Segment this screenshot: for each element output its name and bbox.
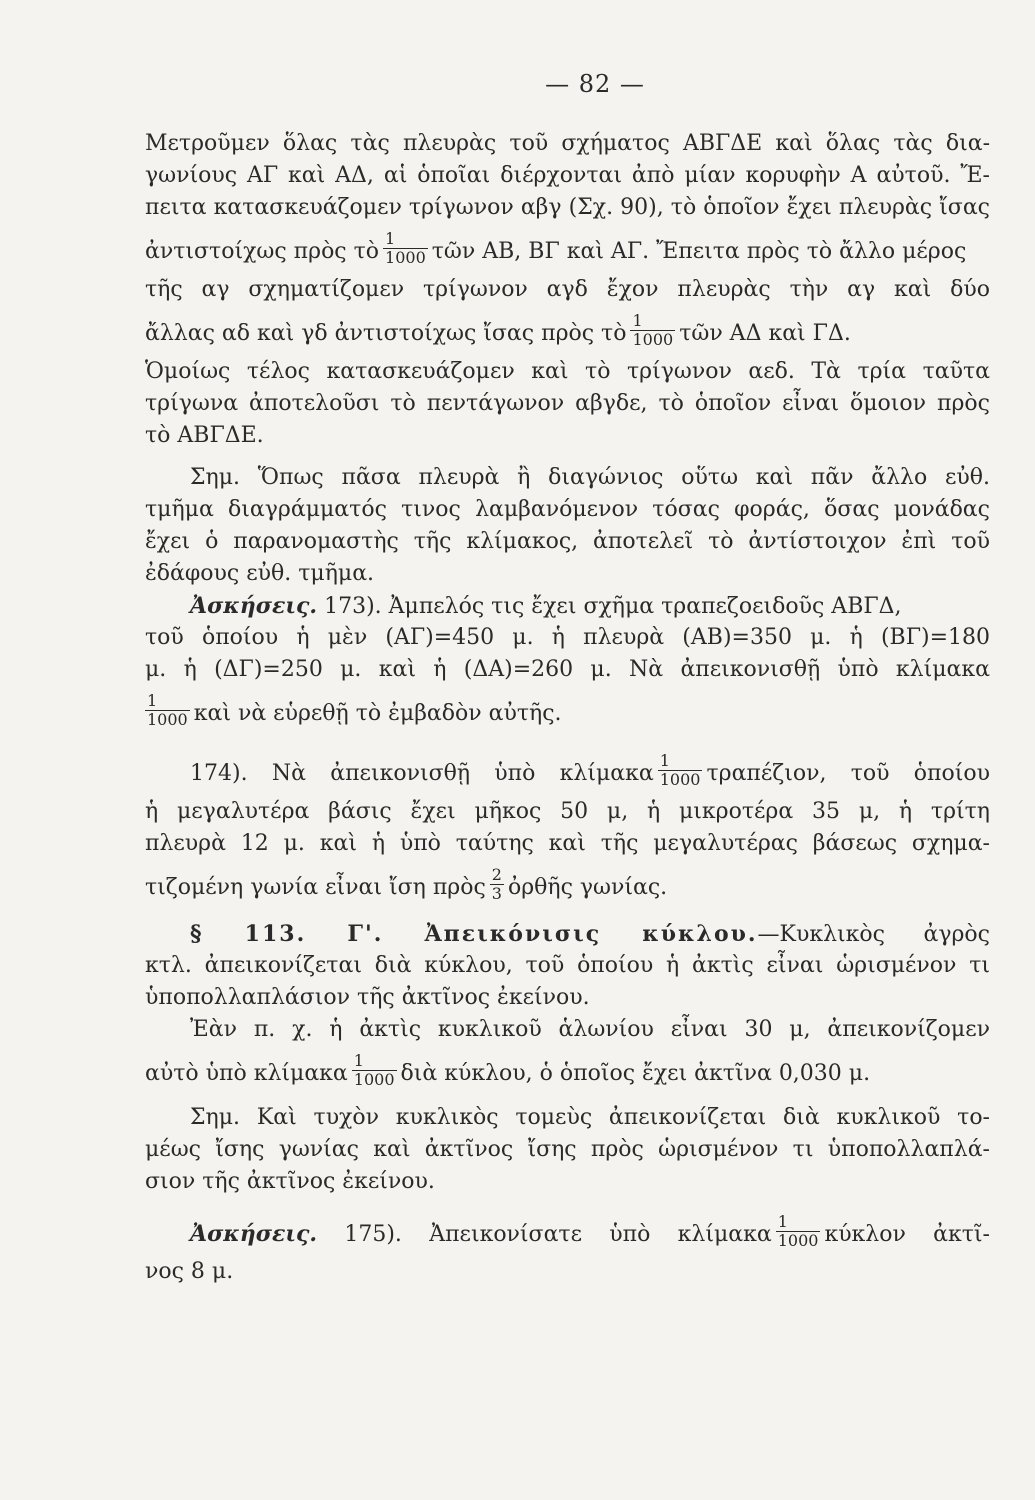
text-line: ἔχει ὁ παρανομαστὴς τῆς κλίμακος, ἀποτελεῖ τὸ ἀντίστοιχον ἐπὶ τοῦ xyxy=(145,529,990,554)
text-span: κύκλον ἀκτῖ- xyxy=(824,1222,990,1247)
fraction xyxy=(630,312,675,349)
text-span: 174). Νὰ ἀπεικονισθῇ ὑπὸ κλίμακα xyxy=(190,761,654,786)
fraction-numerator: 1 xyxy=(658,752,703,771)
exercises-heading: Ἀσκήσεις. xyxy=(190,593,318,619)
page-body xyxy=(145,128,990,1288)
text-line: μέως ἴσης γωνίας καὶ ἀκτῖνος ἴσης πρὸς ὡρισμένον τι ὑποπολλαπλά- xyxy=(145,1137,990,1162)
text-line: Σημ. Ὅπως πᾶσα πλευρὰ ἢ διαγώνιος οὕτω καὶ πᾶν ἄλλο εὐθ. xyxy=(190,465,990,490)
text-line: γωνίους ΑΓ καὶ ΑΔ, αἱ ὁποῖαι διέρχονται ἀπὸ μίαν κορυφὴν Α αὐτοῦ. Ἔ- xyxy=(145,163,990,188)
fraction-numerator: 1 xyxy=(145,692,190,711)
text-line: τοῦ ὁποίου ἡ μὲν (ΑΓ)=450 μ. ἡ πλευρὰ (ΑΒ)=350 μ. ἡ (ΒΓ)=180 xyxy=(145,625,990,650)
text-span: καὶ νὰ εὑρεθῇ τὸ ἐμβαδὸν αὐτῆς. xyxy=(193,701,562,726)
text-span: τραπέζιον, τοῦ ὁποίου xyxy=(706,761,990,786)
text-line xyxy=(145,1046,990,1096)
text-span: ὀρθῆς γωνίας. xyxy=(507,875,668,900)
text-line: τῆς αγ σχηματίζομεν τρίγωνον αγδ ἔχον πλευρὰς τὴν αγ καὶ δύο xyxy=(145,277,990,302)
text-span: 173). Ἀμπελός τις ἔχει σχῆμα τραπεζοειδοῦς ΑΒΓΔ, xyxy=(317,594,902,619)
fraction-numerator: 2 xyxy=(491,864,502,884)
fraction-numerator: 1 xyxy=(352,1052,397,1071)
text-line: κτλ. ἀπεικονίζεται διὰ κύκλου, τοῦ ὁποίου ἡ ἀκτὶς εἶναι ὡρισμένον τι xyxy=(145,953,990,978)
fraction-denominator: 1000 xyxy=(659,769,701,789)
text-line: Μετροῦμεν ὅλας τὰς πλευρὰς τοῦ σχήματος ΑΒΓΔΕ καὶ ὅλας τὰς δια- xyxy=(145,131,990,156)
text-line xyxy=(145,224,990,274)
text-line: ὑποπολλαπλάσιον τῆς ἀκτῖνος ἐκείνου. xyxy=(145,985,590,1010)
text-line xyxy=(145,1206,990,1256)
text-span: αὐτὸ ὑπὸ κλίμακα xyxy=(145,1061,348,1086)
fraction-denominator: 1000 xyxy=(777,1230,819,1250)
text-line: ἡ μεγαλυτέρα βάσις ἔχει μῆκος 50 μ, ἡ μικροτέρα 35 μ, ἡ τρίτη xyxy=(145,799,990,824)
text-span: —Κυκλικὸς ἀγρὸς xyxy=(757,922,990,947)
text-line: τὸ ΑΒΓΔΕ. xyxy=(145,423,264,448)
fraction-denominator: 1000 xyxy=(353,1069,395,1089)
text-line xyxy=(145,306,990,356)
text-line: σιον τῆς ἀκτῖνος ἐκείνου. xyxy=(145,1169,435,1194)
text-line xyxy=(145,590,990,622)
text-line xyxy=(145,746,990,796)
text-line: μ. ἡ (ΔΓ)=250 μ. καὶ ἡ (ΔΑ)=260 μ. Νὰ ἀπεικονισθῇ ὑπὸ κλίμακα xyxy=(145,657,990,682)
text-span: ἄλλας αδ καὶ γδ ἀντιστοίχως ἴσας πρὸς τὸ xyxy=(145,321,627,346)
fraction-denominator: 1000 xyxy=(147,709,188,729)
text-line: τμῆμα διαγράμματός τινος λαμβανόμενον τόσας φοράς, ὅσας μονάδας xyxy=(145,497,990,522)
fraction xyxy=(352,1052,397,1089)
fraction-denominator: 1000 xyxy=(385,247,426,267)
fraction-numerator: 1 xyxy=(383,230,428,249)
text-line xyxy=(145,860,990,910)
fraction xyxy=(490,866,504,903)
text-line: πειτα κατασκευάζομεν τρίγωνον αβγ (Σχ. 90), τὸ ὁποῖον ἔχει πλευρὰς ἴσας xyxy=(145,195,990,220)
fraction-numerator: 1 xyxy=(630,312,675,331)
fraction xyxy=(658,752,703,789)
fraction xyxy=(776,1213,821,1250)
fraction-denominator: 3 xyxy=(491,883,502,903)
fraction xyxy=(145,692,190,729)
section-heading: § 113. Γ'. Ἀπεικόνισις κύκλου. xyxy=(190,921,758,947)
text-line: ἐδάφους εὐθ. τμῆμα. xyxy=(145,561,375,586)
text-line: Ἐὰν π. χ. ἡ ἀκτὶς κυκλικοῦ ἁλωνίου εἶναι 30 μ, ἀπεικονίζομεν xyxy=(190,1017,990,1042)
text-span: 175). Ἀπεικονίσατε ὑπὸ κλίμακα xyxy=(317,1222,772,1247)
text-line xyxy=(145,686,990,736)
text-span: διὰ κύκλου, ὁ ὁποῖος ἔχει ἀκτῖνα 0,030 μ. xyxy=(400,1061,871,1086)
exercises-heading: Ἀσκήσεις. xyxy=(190,1221,318,1247)
text-line: τρίγωνα ἀποτελοῦσι τὸ πεντάγωνον αβγδε, τὸ ὁποῖον εἶναι ὅμοιον πρὸς xyxy=(145,391,990,416)
text-line: νος 8 μ. xyxy=(145,1259,234,1284)
text-line: Ὁμοίως τέλος κατασκευάζομεν καὶ τὸ τρίγωνον αεδ. Τὰ τρία ταῦτα xyxy=(145,359,990,384)
text-span: ἀντιστοίχως πρὸς τὸ xyxy=(145,239,380,264)
fraction xyxy=(383,230,428,267)
text-span: τῶν ΑΒ, ΒΓ καὶ ΑΓ. Ἔπειτα πρὸς τὸ ἄλλο μέρος xyxy=(431,239,967,264)
text-line: Σημ. Καὶ τυχὸν κυκλικὸς τομεὺς ἀπεικονίζεται διὰ κυκλικοῦ το- xyxy=(190,1105,990,1130)
text-line xyxy=(145,918,990,950)
fraction-denominator: 1000 xyxy=(632,329,674,349)
text-span: τῶν ΑΔ καὶ ΓΔ. xyxy=(679,321,851,346)
text-span: τιζομένη γωνία εἶναι ἴση πρὸς xyxy=(145,875,486,900)
fraction-numerator: 1 xyxy=(776,1213,821,1232)
page-number: — 82 — xyxy=(545,70,645,98)
text-line: πλευρὰ 12 μ. καὶ ἡ ὑπὸ ταύτης καὶ τῆς μεγαλυτέρας βάσεως σχημα- xyxy=(145,831,990,856)
